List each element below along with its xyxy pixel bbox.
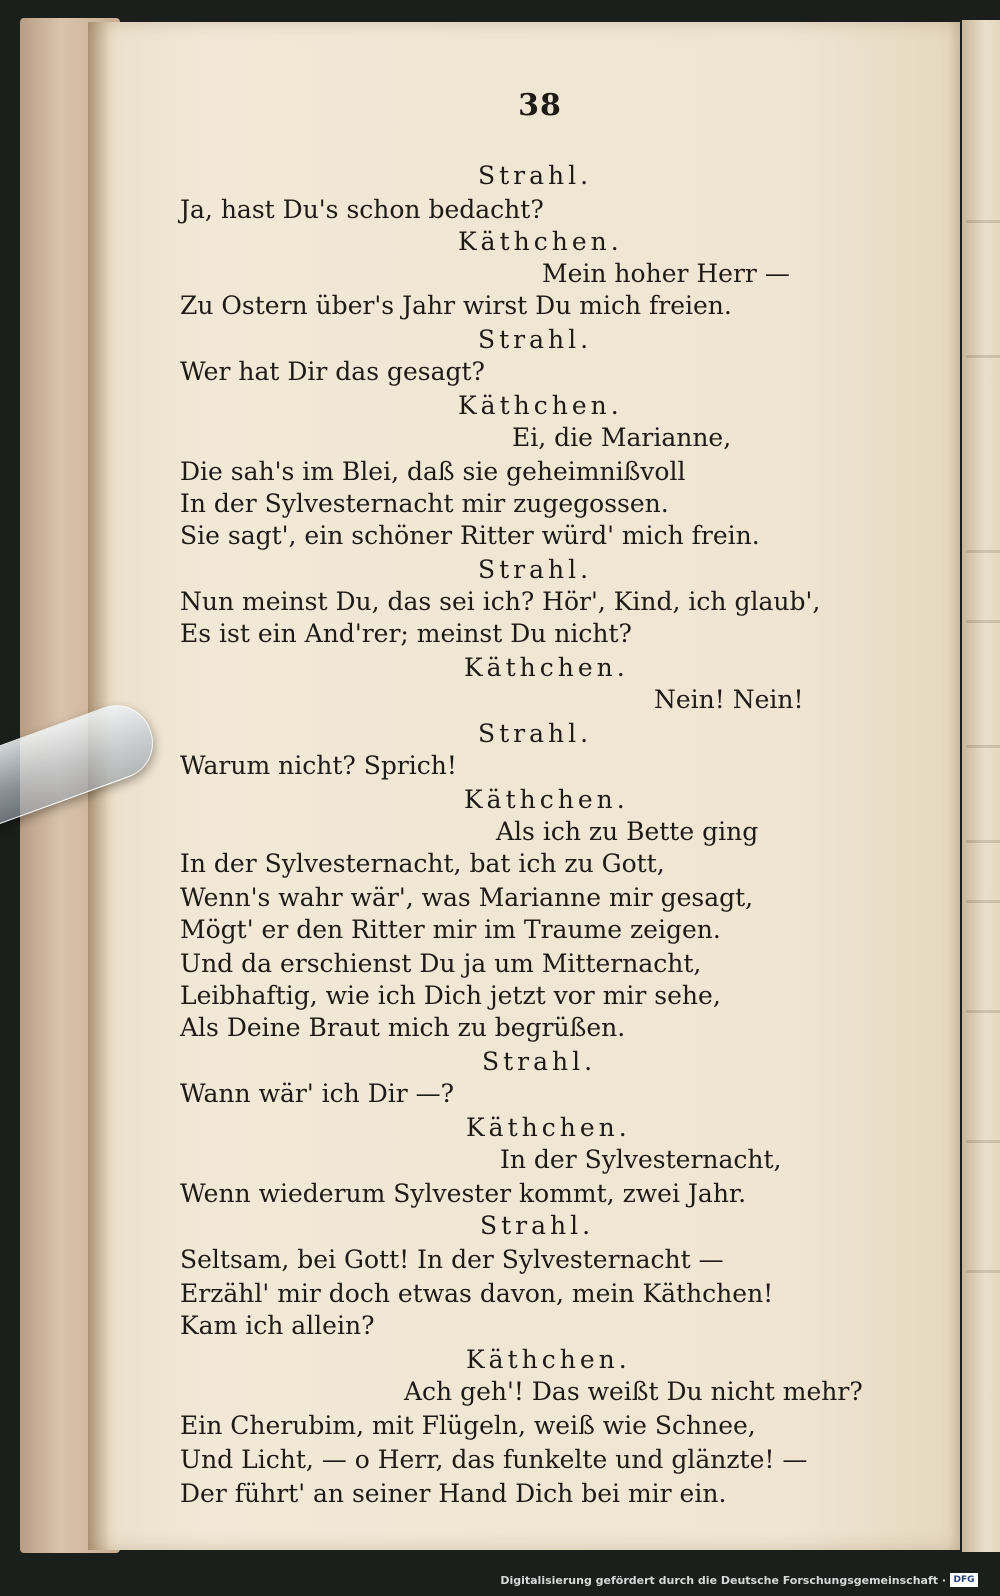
verse-line: Nun meinst Du, das sei ich? Hör', Kind, ich glaub', [180,587,821,616]
speaker-heading: Käthchen. [466,1345,631,1374]
speaker-heading: Strahl. [480,1211,595,1240]
speaker-heading: Strahl. [482,1047,597,1076]
verse-line: Warum nicht? Sprich! [180,751,457,780]
speaker-heading: Käthchen. [464,785,629,814]
verse-line: Erzähl' mir doch etwas davon, mein Käthchen! [180,1279,774,1308]
verse-line: Es ist ein And'rer; meinst Du nicht? [180,619,632,648]
verse-line: Mein hoher Herr — [542,259,790,288]
verse-line: Nein! Nein! [654,685,804,714]
verse-line: Sie sagt', ein schöner Ritter würd' mich frein. [180,521,760,550]
verse-line: Ein Cherubim, mit Flügeln, weiß wie Schnee, [180,1411,756,1440]
speaker-heading: Käthchen. [466,1113,631,1142]
speaker-heading: Käthchen. [458,391,623,420]
verse-line: In der Sylvesternacht, [500,1145,782,1174]
speaker-heading: Strahl. [478,161,593,190]
speaker-heading: Strahl. [478,555,593,584]
speaker-heading: Käthchen. [464,653,629,682]
digitization-credit: Digitalisierung gefördert durch die Deutsche Forschungsgemeinschaft · [500,1574,946,1587]
verse-line: Wenn's wahr wär', was Marianne mir gesagt, [180,883,754,912]
verse-line: Der führt' an seiner Hand Dich bei mir ein. [180,1479,727,1508]
verse-line: Ach geh'! Das weißt Du nicht mehr? [404,1377,863,1406]
verse-line: Mögt' er den Ritter mir im Traume zeigen. [180,915,721,944]
speaker-heading: Strahl. [478,325,593,354]
verse-line: Und Licht, — o Herr, das funkelte und glänzte! — [180,1445,808,1474]
verse-line: In der Sylvesternacht mir zugegossen. [180,489,669,518]
page-number: 38 [518,88,562,123]
verse-line: Kam ich allein? [180,1311,375,1340]
verse-line: Als ich zu Bette ging [496,817,759,846]
verse-line: Seltsam, bei Gott! In der Sylvesternacht — [180,1245,724,1274]
verse-line: Wenn wiederum Sylvester kommt, zwei Jahr. [180,1179,747,1208]
verse-line: Ei, die Marianne, [512,423,732,452]
speaker-heading: Strahl. [478,719,593,748]
verse-line: In der Sylvesternacht, bat ich zu Gott, [180,849,665,878]
verse-line: Als Deine Braut mich zu begrüßen. [180,1013,626,1042]
speaker-heading: Käthchen. [458,227,623,256]
verse-line: Wer hat Dir das gesagt? [180,357,485,386]
verse-line: Zu Ostern über's Jahr wirst Du mich freien. [180,291,732,320]
verse-line: Wann wär' ich Dir —? [180,1079,455,1108]
verse-line: Leibhaftig, wie ich Dich jetzt vor mir sehe, [180,981,721,1010]
verse-line: Die sah's im Blei, daß sie geheimnißvoll [180,457,686,486]
verse-line: Ja, hast Du's schon bedacht? [180,195,544,224]
verse-line: Und da erschienst Du ja um Mitternacht, [180,949,702,978]
dfg-logo: DFG [950,1573,978,1587]
